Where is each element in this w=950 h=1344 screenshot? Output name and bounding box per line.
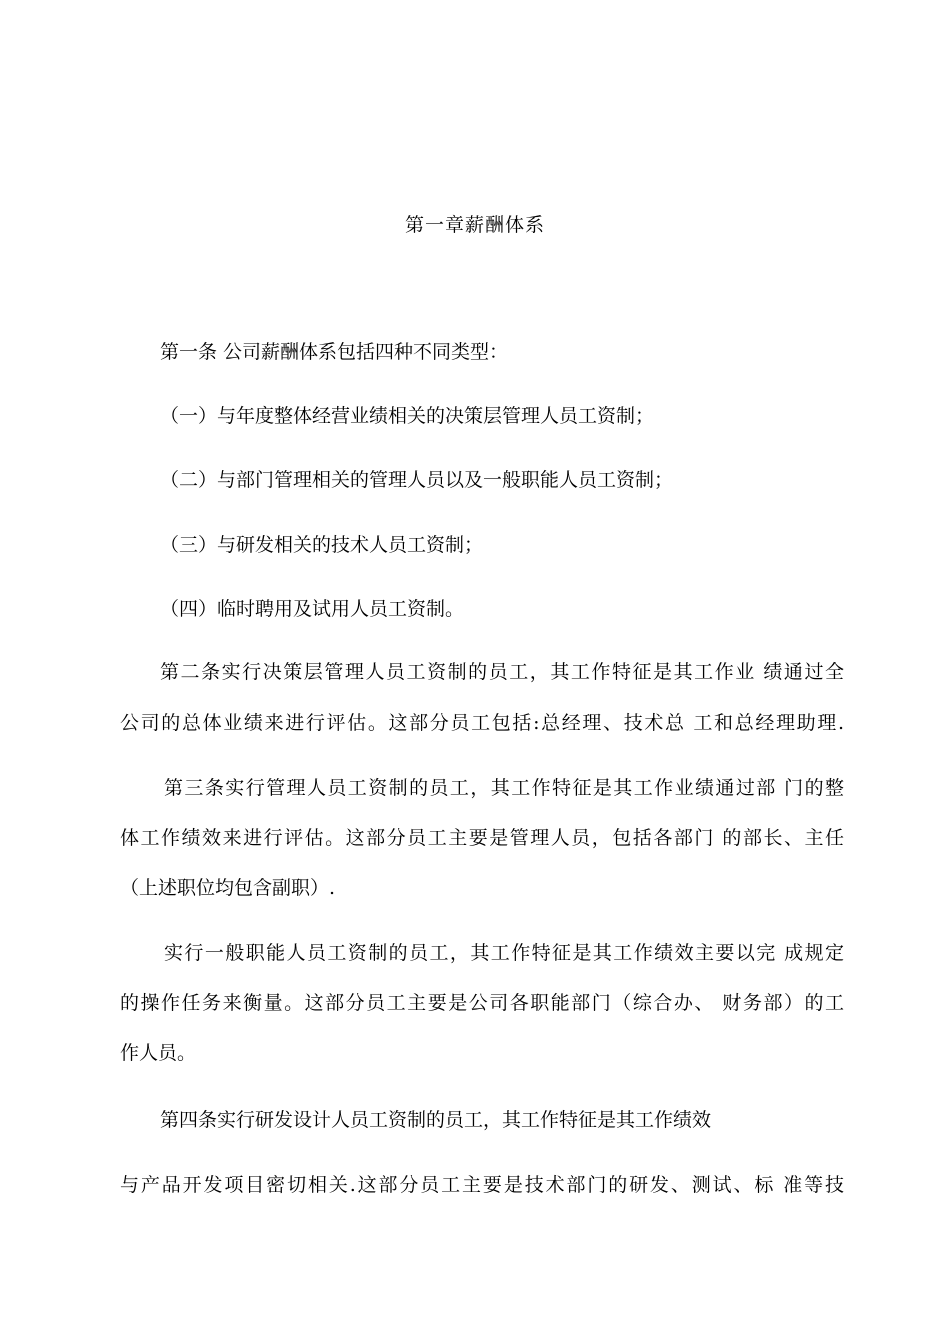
article-3-line-1: 第三条实行管理人员工资制的员工，其工作特征是其工作业绩通过部 门的整 [164, 777, 844, 799]
general-staff-line-1: 实行一般职能人员工资制的员工，其工作特征是其工作绩效主要以完 成规定 [164, 942, 844, 964]
article-2-line-1: 第二条实行决策层管理人员工资制的员工，其工作特征是其工作业 绩通过全 [160, 661, 844, 683]
list-item-2: （二）与部门管理相关的管理人员以及一般职能人员工资制； [160, 469, 674, 491]
article-1-heading: 第一条 公司薪酬体系包括四种不同类型： [160, 341, 509, 363]
article-4-line-2: 与产品开发项目密切相关.这部分员工主要是技术部门的研发、测试、标 准等技 [120, 1174, 844, 1196]
article-3-line-3: （上述职位均包含副职）. [120, 877, 336, 899]
article-3-line-2: 体工作绩效来进行评估。这部分员工主要是管理人员，包括各部门 的部长、主任 [120, 827, 844, 849]
article-4-line-1: 第四条实行研发设计人员工资制的员工，其工作特征是其工作绩效 [160, 1109, 712, 1131]
general-staff-line-3: 作人员。 [120, 1042, 197, 1064]
general-staff-line-2: 的操作任务来衡量。这部分员工主要是公司各职能部门（综合办、 财务部）的工 [120, 992, 844, 1014]
list-item-1: （一）与年度整体经营业绩相关的决策层管理人员工资制； [160, 405, 655, 427]
list-item-4: （四）临时聘用及试用人员工资制。 [160, 598, 465, 620]
chapter-title: 第一章薪酬体系 [404, 214, 545, 236]
list-item-3: （三）与研发相关的技术人员工资制； [160, 534, 484, 556]
article-2-line-2: 公司的总体业绩来进行评估。这部分员工包括:总经理、技术总 工和总经理助理. [120, 712, 844, 734]
